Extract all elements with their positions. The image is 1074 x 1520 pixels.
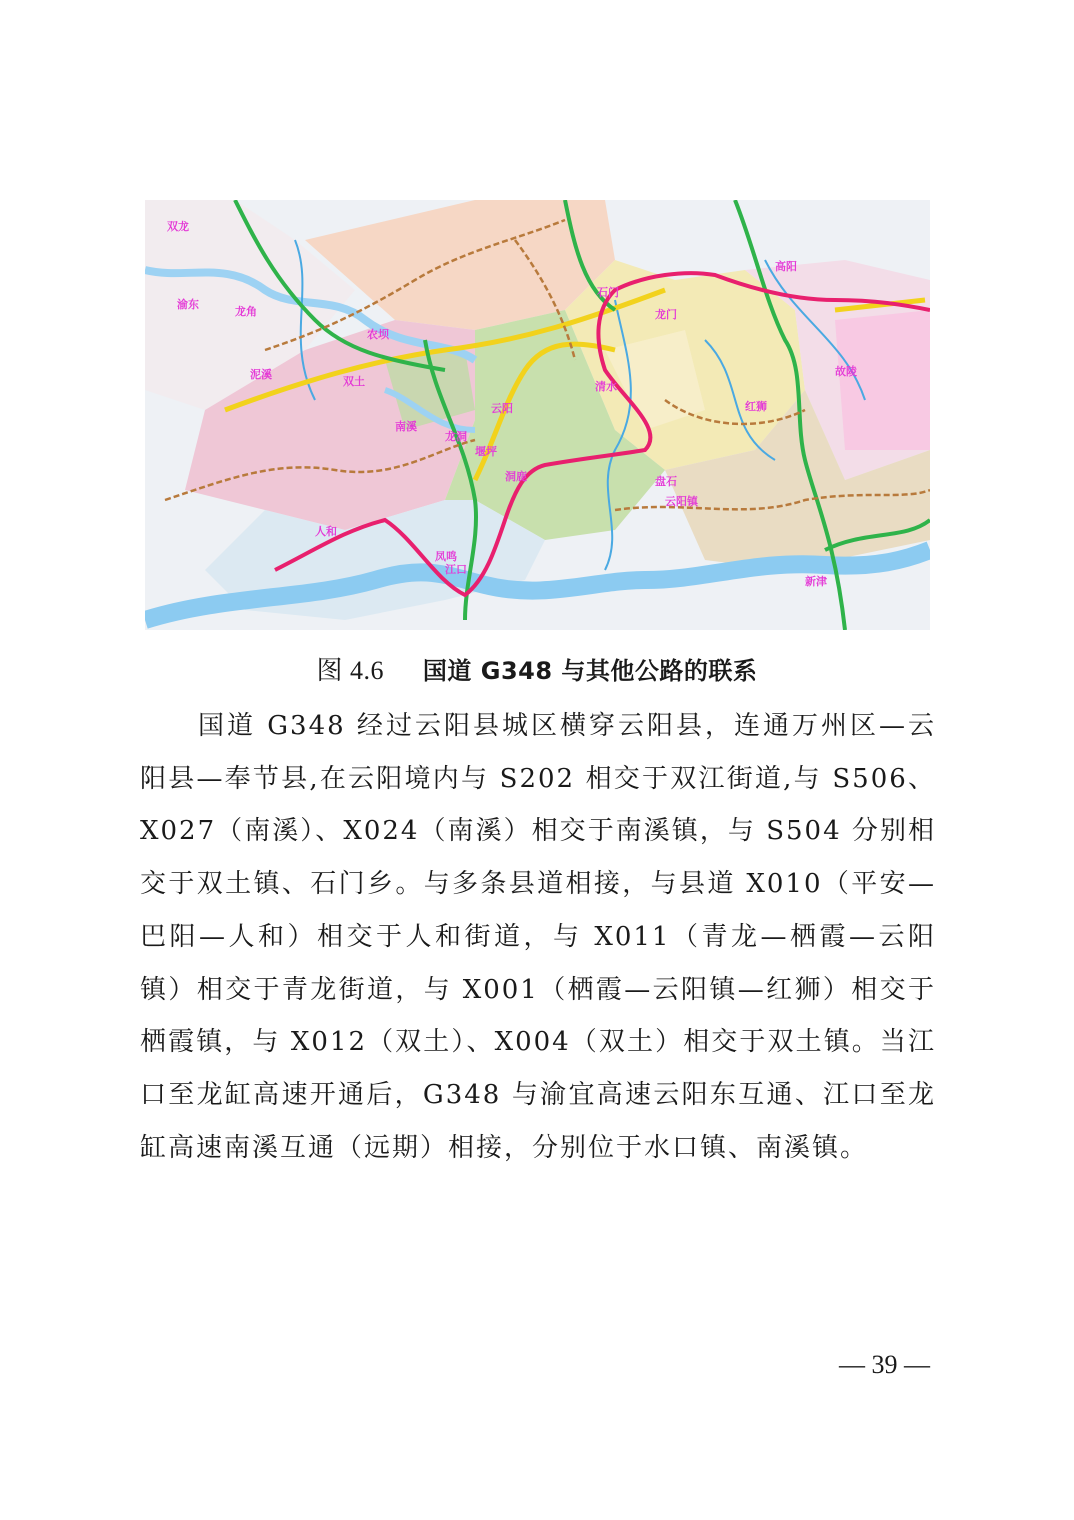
map-place-label: 渝东 [177, 298, 199, 311]
map-place-label: 清水 [595, 380, 617, 393]
map-place-label: 龙角 [235, 305, 257, 318]
map-place-label: 红狮 [745, 400, 767, 413]
road-network-map [145, 200, 930, 630]
map-place-label: 云阳镇 [665, 495, 698, 508]
map-place-label: 云阳 [491, 402, 513, 415]
map-place-label: 堰坪 [475, 445, 497, 458]
map-place-label: 洞鹿 [505, 470, 527, 483]
map-place-label: 人和 [315, 525, 337, 538]
page-number: — 39 — [839, 1350, 930, 1379]
map-place-label: 南溪 [395, 420, 417, 433]
map-place-label: 泥溪 [250, 368, 272, 381]
map-place-label: 石门 [597, 286, 619, 299]
body-paragraph: 国道 G348 经过云阳县城区横穿云阳县，连通万州区—云阳县—奉节县,在云阳境内与 S202 相交于双江街道,与 S506、X027（南溪）、X024（南溪）相交于南溪镇，与 S504 分别相交于双土镇、石门乡。与多条县道相接，与县道 X010（平安—巴阳—人和）相交于人和街道，与 X011（青龙—栖霞—云阳镇）相交于青龙街道，与 X001（栖霞—云阳镇—红狮）相交于栖霞镇，与 X012（双土）、X004（双土）相交于双土镇。当江口至龙缸高速开通后，G348 与渝宜高速云阳东互通、江口至龙缸高速南溪互通（远期）相接，分别位于水口镇、南溪镇。 [140, 711, 936, 1163]
map-place-label: 双龙 [167, 220, 189, 233]
map-place-label: 农坝 [367, 328, 389, 341]
map-place-label: 高阳 [775, 260, 797, 273]
map-place-label: 故陵 [835, 365, 857, 378]
figure-caption [0, 650, 1074, 687]
map-place-label: 江口 [445, 563, 467, 576]
map-place-label: 凤鸣 [435, 550, 457, 563]
caption-title: 国道 G348 与其他公路的联系 [422, 657, 758, 685]
caption-number: 图 4.6 [316, 656, 385, 685]
map-place-label: 新津 [805, 575, 827, 588]
map-place-label: 盘石 [655, 475, 677, 488]
map-place-label: 龙门 [655, 308, 677, 321]
map-place-label: 双土 [343, 375, 365, 388]
map-place-label: 龙洞 [445, 430, 467, 443]
